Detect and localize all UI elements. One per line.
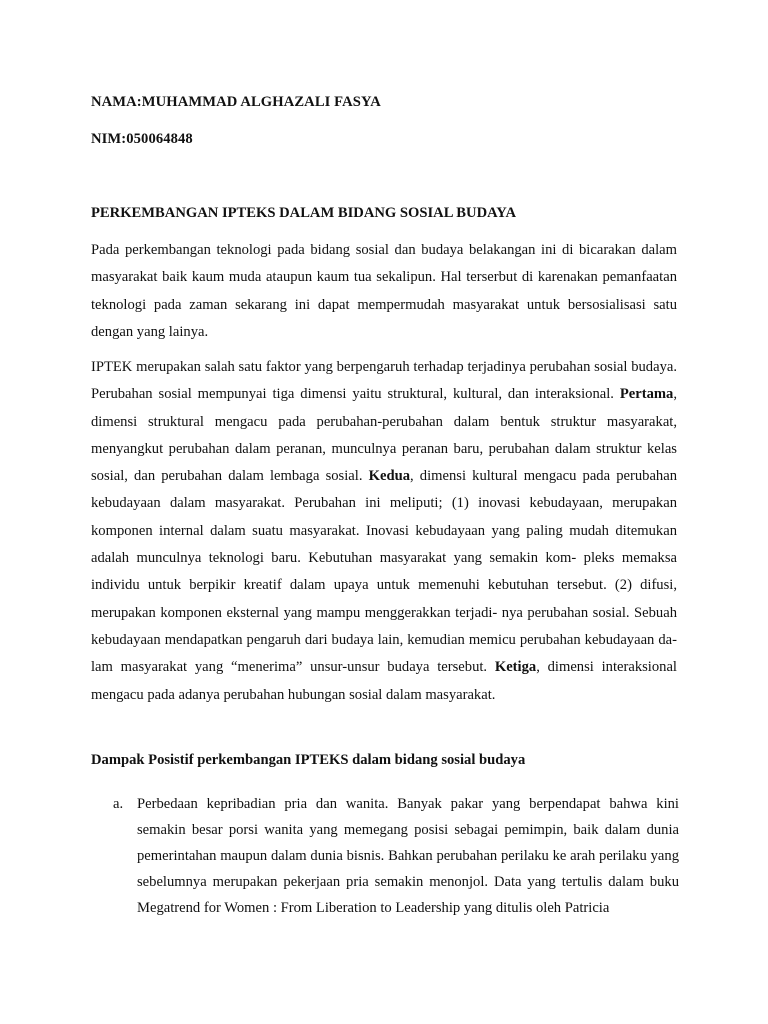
paragraph-iptek-third: , dimensi interaksional mengacu pada adanya perubahan hubungan sosial dalam masyarakat. [91, 659, 677, 703]
document-title: PERKEMBANGAN IPTEKS DALAM BIDANG SOSIAL BUDAYA [91, 205, 517, 221]
paragraph-iptek-second: , dimensi kultural mengacu pada perubahan kebudayaan dalam masyarakat. Perubahan ini meliputi; (1) inovasi kebudayaan, merupakan komponen internal dalam suatu masyarakat. Inovasi kebudayaan yang paling mudah ditemukan adalah munculnya teknologi baru. Kebutuhan masyarakat yang semakin kom- pleks memaksa individu untuk berpikir kreatif dalam upaya untuk memenuhi kebutuhan tersebut. (2) difusi, merupakan komponen eksternal yang mampu menggerakkan terjadi- nya perubahan sosial. Sebuah kebudayaan mendapatkan pengaruh dari budaya lain, kemudian memicu perubahan kebudayaan da- lam masyarakat yang “menerima” unsur-unsur budaya tersebut. [91, 468, 678, 676]
list-marker: a. [113, 796, 124, 812]
paragraph-iptek-intro: IPTEK merupakan salah satu faktor yang berpengaruh terhadap terjadinya perubahan sosial budaya. Perubahan sosial mempunyai tiga dimensi yaitu struktural, kultural, dan interaksional. [91, 359, 677, 403]
section-subheading: Dampak Posistif perkembangan IPTEKS dalam bidang sosial budaya [91, 752, 526, 768]
paragraph-iptek [91, 354, 677, 709]
list-item-text: Perbedaan kepribadian pria dan wanita. Banyak pakar yang berpendapat bahwa kini semakin besar porsi wanita yang memegang posisi sebagai pemimpin, baik dalam dunia pemerintahan maupun dalam dunia bisnis. Bahkan perubahan perilaku ke arah perilaku yang sebelumnya merupakan pekerjaan pria semakin menonjol. Data yang tertulis dalam buku Megatrend for Women : From Liberation to Leadership yang ditulis oleh Patricia [137, 796, 679, 916]
paragraph-iptek-first: , dimensi struktural mengacu pada perubahan-perubahan dalam bentuk struktur masyarakat, menyangkut perubahan dalam peranan, munculnya peranan baru, perubahan dalam struktur kelas sosial, dan perubahan dalam lembaga sosial. [91, 386, 677, 485]
student-nim: NIM:050064848 [91, 131, 193, 147]
label-kedua: Kedua [368, 468, 410, 485]
label-ketiga: Ketiga [494, 659, 537, 676]
list-item [91, 792, 679, 922]
student-name: NAMA:MUHAMMAD ALGHAZALI FASYA [91, 94, 381, 110]
label-pertama: Pertama [619, 386, 674, 403]
paragraph-intro: Pada perkembangan teknologi pada bidang sosial dan budaya belakangan ini di bicarakan dalam masyarakat baik kaum muda ataupun kaum tua sekalipun. Hal terserbut di karenakan pemanfaatan teknologi pada zaman sekarang ini dapat mempermudah masyarakat untuk bersosialisasi satu dengan yang lainya. [91, 242, 677, 340]
